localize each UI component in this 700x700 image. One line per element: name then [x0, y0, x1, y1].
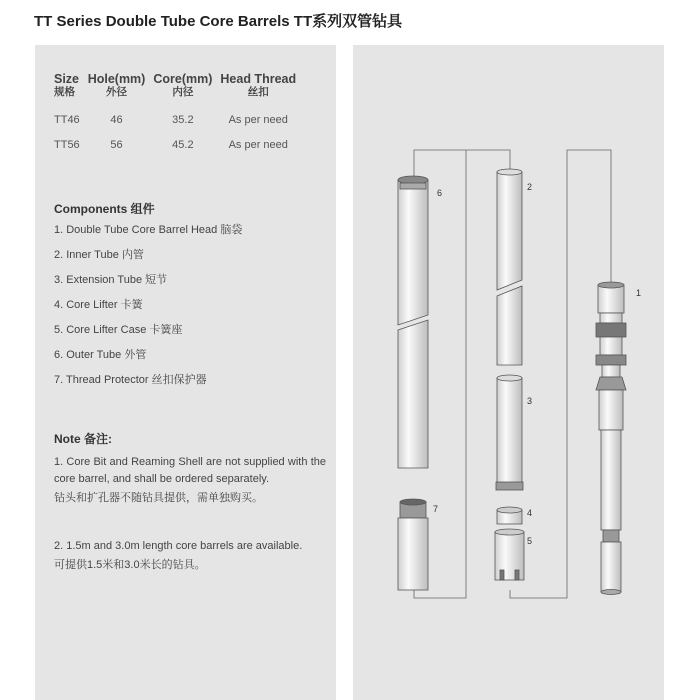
cell: TT46	[54, 113, 80, 126]
list-item: 3. Extension Tube 短节	[54, 274, 168, 286]
note-heading: Note 备注:	[54, 432, 112, 446]
core-lifter-case	[495, 529, 524, 580]
label-4: 4	[527, 508, 533, 518]
header-hole: Hole(mm) 外径	[87, 72, 146, 98]
label-1: 1	[636, 288, 642, 298]
list-item: 4. Core Lifter 卡簧	[54, 299, 143, 311]
note-1-cn: 钻头和扩孔器不随钻具提供，需单独购买。	[54, 492, 263, 504]
thread-protector	[398, 499, 428, 590]
components-heading: Components 组件	[54, 202, 155, 216]
header-size: Size 规格	[54, 72, 80, 98]
cell: As per need	[228, 138, 288, 151]
core-barrel-head	[596, 282, 626, 595]
header-thread: Head Thread 丝扣	[220, 72, 297, 98]
header-core: Core(mm) 内径	[153, 72, 213, 98]
extension-tube	[496, 375, 523, 490]
cell: 56	[110, 138, 123, 151]
core-lifter	[497, 507, 522, 524]
list-item: 6. Outer Tube 外管	[54, 349, 147, 361]
cell: 45.2	[172, 138, 194, 151]
note-1-en: 1. Core Bit and Reaming Shell are not supplied with the core barrel, and shall be ordered separately.	[54, 456, 326, 485]
cell: 46	[110, 113, 123, 126]
note-2-en: 2. 1.5m and 3.0m length core barrels are available.	[54, 540, 303, 552]
note-2-cn: 可提供1.5米和3.0米长的钻具。	[54, 559, 206, 571]
list-item: 7. Thread Protector 丝扣保护器	[54, 374, 207, 386]
list-item: 5. Core Lifter Case 卡簧座	[54, 324, 183, 336]
list-item: 1. Double Tube Core Barrel Head 脑袋	[54, 224, 243, 236]
label-2: 2	[527, 182, 533, 192]
label-3: 3	[527, 396, 533, 406]
outer-tube	[398, 176, 428, 468]
cell: TT56	[54, 138, 80, 151]
inner-tube	[497, 169, 522, 365]
page-title: TT Series Double Tube Core Barrels TT系列双管钻具	[34, 13, 403, 30]
label-5: 5	[527, 536, 533, 546]
cell: As per need	[228, 113, 288, 126]
label-7: 7	[433, 504, 439, 514]
list-item: 2. Inner Tube 内管	[54, 249, 144, 261]
label-6: 6	[437, 188, 443, 198]
cell: 35.2	[172, 113, 194, 126]
